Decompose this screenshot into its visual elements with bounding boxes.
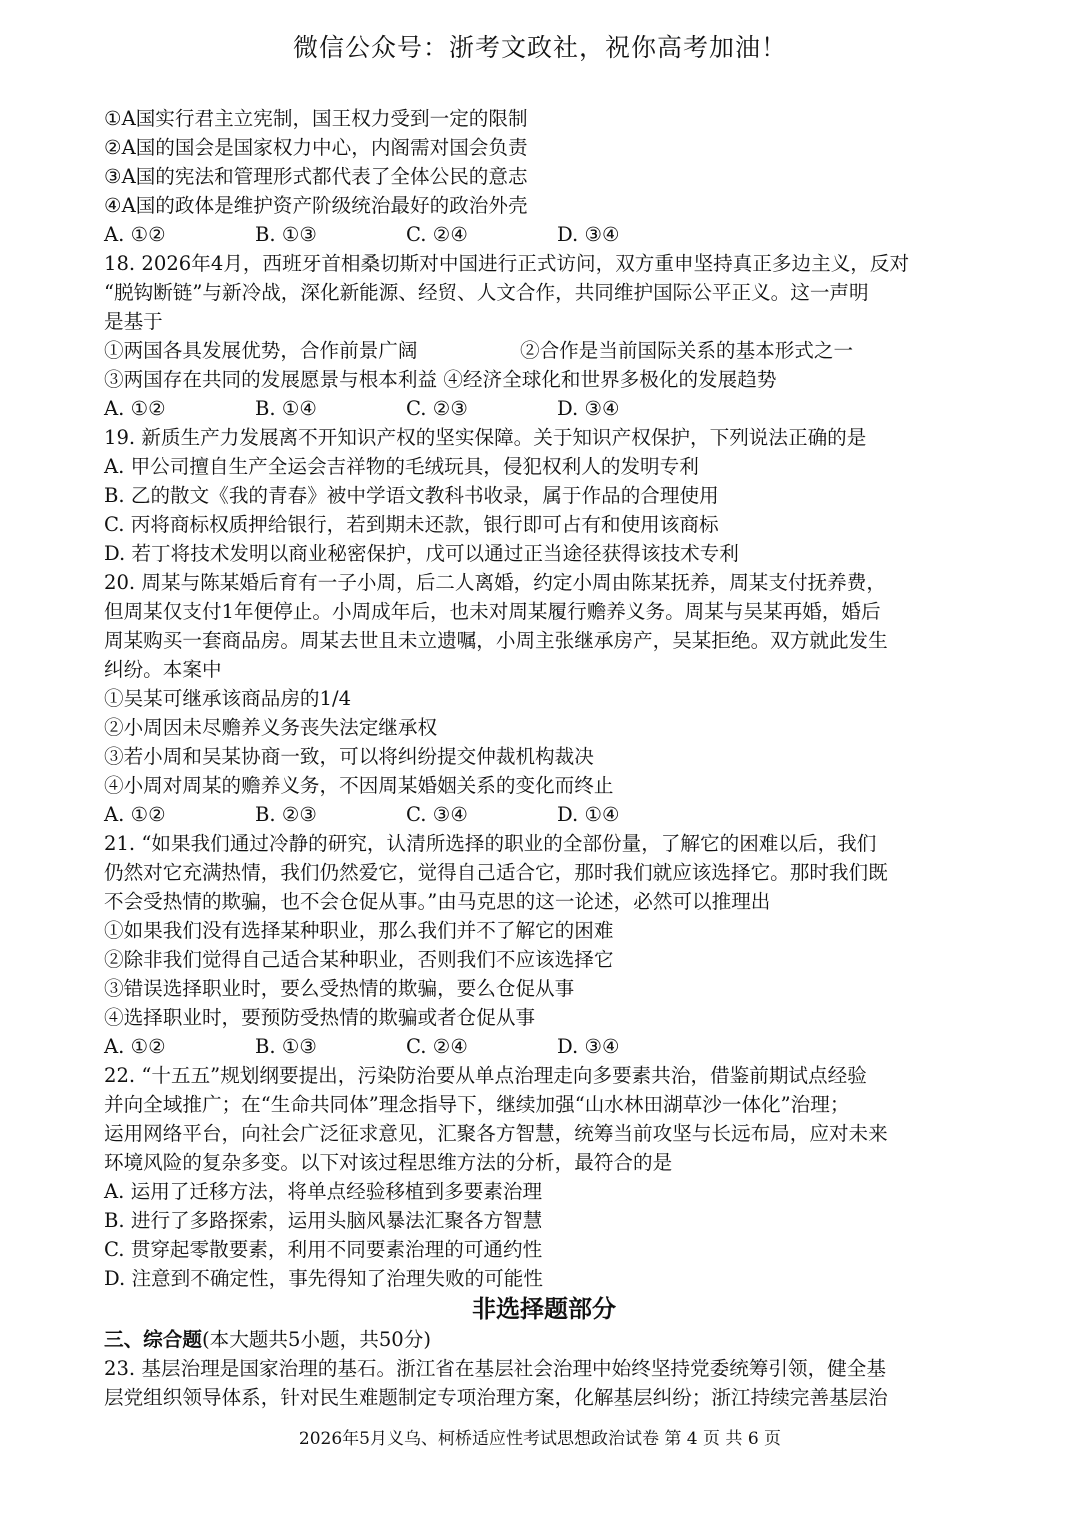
- q18-item-3: ③两国存在共同的发展愿景与根本利益: [104, 368, 438, 391]
- q21-stem-line-2: 仍然对它充满热情，我们仍然爱它，觉得自己适合它，那时我们就应该选择它。那时我们既: [104, 861, 888, 884]
- q19-choice-b: B. 乙的散文《我的青春》被中学语文教科书收录，属于作品的合理使用: [104, 484, 719, 507]
- q20-item-2: ②小周因未尽赡养义务丧失法定继承权: [104, 716, 438, 739]
- q20-stem-line-1: 20. 周某与陈某婚后育有一子小周，后二人离婚，约定小周由陈某抚养，周某支付抚养费，: [104, 571, 886, 594]
- q22-choice-a: A. 运用了迁移方法，将单点经验移植到多要素治理: [104, 1180, 543, 1203]
- q18-options: [104, 394, 984, 423]
- wechat-banner: 微信公众号：浙考文政社，祝你高考加油！: [292, 33, 787, 62]
- question-22: [104, 1061, 984, 1293]
- question-20: [104, 568, 984, 829]
- q18-option-d: D. ③④: [557, 397, 620, 420]
- q17-item-1: ①A国实行君主立宪制，国王权力受到一定的限制: [104, 107, 528, 130]
- page-content: [104, 104, 984, 1412]
- q18-item-4: ④经济全球化和世界多极化的发展趋势: [443, 368, 777, 391]
- section-title: 非选择题部分: [472, 1295, 616, 1323]
- q21-option-d: D. ③④: [557, 1035, 620, 1058]
- q19-choice-d: D. 若丁将技术发明以商业秘密保护，戊可以通过正当途径获得该技术专利: [104, 542, 739, 565]
- q17-item-2: ②A国的国会是国家权力中心，内阁需对国会负责: [104, 136, 528, 159]
- q18-stem-line-2: “脱钩断链”与新冷战，深化新能源、经贸、人文合作，共同维护国际公平正义。这一声明: [104, 281, 869, 304]
- q21-stem-line-1: 21. “如果我们通过冷静的研究，认清所选择的职业的全部份量，了解它的困难以后，我们: [104, 832, 877, 855]
- q20-option-d: D. ①④: [557, 803, 620, 826]
- q17-option-d: D. ③④: [557, 223, 620, 246]
- q22-stem-line-2: 并向全域推广；在“生命共同体”理念指导下，继续加强“山水林田湖草沙一体化”治理；: [104, 1093, 850, 1116]
- question-21: [104, 829, 984, 1061]
- q22-stem-line-4: 环境风险的复杂多变。以下对该过程思维方法的分析，最符合的是: [104, 1151, 673, 1174]
- section-subtitle-rest: (本大题共5小题，共50分): [201, 1328, 431, 1351]
- q21-options: [104, 1032, 984, 1061]
- q18-option-c: C. ②③: [406, 397, 468, 420]
- q17-item-3: ③A国的宪法和管理形式都代表了全体公民的意志: [104, 165, 528, 188]
- q18-items-row-1: [104, 336, 984, 365]
- q21-item-1: ①如果我们没有选择某种职业，那么我们并不了解它的困难: [104, 919, 614, 942]
- q18-item-2: ②合作是当前国际关系的基本形式之一: [520, 339, 854, 362]
- q22-choice-b: B. 进行了多路探索，运用头脑风暴法汇聚各方智慧: [104, 1209, 543, 1232]
- section-subtitle-bold: 三、综合题: [104, 1328, 202, 1351]
- q20-item-4: ④小周对周某的赡养义务，不因周某婚姻关系的变化而终止: [104, 774, 614, 797]
- q22-choice-c: C. 贯穿起零散要素，利用不同要素治理的可通约性: [104, 1238, 543, 1261]
- q19-stem: 19. 新质生产力发展离不开知识产权的坚实保障。关于知识产权保护，下列说法正确的是: [104, 426, 867, 449]
- question-19: [104, 423, 984, 568]
- q17-item-4: ④A国的政体是维护资产阶级统治最好的政治外壳: [104, 194, 528, 217]
- q22-stem-line-1: 22. “十五五”规划纲要提出，污染防治要从单点治理走向多要素共治，借鉴前期试点经验: [104, 1064, 867, 1087]
- section-subtitle: [104, 1325, 984, 1354]
- question-17: [104, 104, 984, 249]
- q18-items-row-2: [104, 365, 984, 394]
- q17-option-b: B. ①③: [255, 223, 317, 246]
- q22-stem-line-3: 运用网络平台，向社会广泛征求意见，汇聚各方智慧，统筹当前攻坚与长远布局，应对未来: [104, 1122, 888, 1145]
- q18-option-b: B. ①④: [255, 397, 317, 420]
- question-18: [104, 249, 984, 423]
- q20-stem-line-2: 但周某仅支付1年便停止。小周成年后，也未对周某履行赡养义务。周某与吴某再婚，婚后: [104, 600, 881, 623]
- q23-stem-line-1: 23. 基层治理是国家治理的基石。浙江省在基层社会治理中始终坚持党委统筹引领，健全基: [104, 1357, 886, 1380]
- q18-option-a: A. ①②: [104, 397, 166, 420]
- q23-stem-line-2: 层党组织领导体系，针对民生难题制定专项治理方案，化解基层纠纷；浙江持续完善基层治: [104, 1386, 888, 1409]
- q17-option-c: C. ②④: [406, 223, 468, 246]
- q21-item-2: ②除非我们觉得自己适合某种职业，否则我们不应该选择它: [104, 948, 614, 971]
- q20-stem-line-3: 周某购买一套商品房。周某去世且未立遗嘱，小周主张继承房产，吴某拒绝。双方就此发生: [104, 629, 888, 652]
- q21-item-3: ③错误选择职业时，要么受热情的欺骗，要么仓促从事: [104, 977, 575, 1000]
- q21-option-b: B. ①③: [255, 1035, 317, 1058]
- q22-choice-d: D. 注意到不确定性，事先得知了治理失败的可能性: [104, 1267, 543, 1290]
- q18-stem-line-1: 18. 2026年4月，西班牙首相桑切斯对中国进行正式访问，双方重申坚持真正多边主义，反对: [104, 252, 910, 275]
- q20-option-c: C. ③④: [406, 803, 468, 826]
- q21-option-a: A. ①②: [104, 1035, 166, 1058]
- q20-option-a: A. ①②: [104, 803, 166, 826]
- question-23: [104, 1354, 984, 1412]
- q20-item-3: ③若小周和吴某协商一致，可以将纠纷提交仲裁机构裁决: [104, 745, 594, 768]
- q17-options: [104, 220, 984, 249]
- q21-stem-line-3: 不会受热情的欺骗，也不会仓促从事。”由马克思的这一论述，必然可以推理出: [104, 890, 771, 913]
- q17-option-a: A. ①②: [104, 223, 166, 246]
- q19-choice-a: A. 甲公司擅自生产全运会吉祥物的毛绒玩具，侵犯权利人的发明专利: [104, 455, 699, 478]
- q19-choice-c: C. 丙将商标权质押给银行，若到期未还款，银行即可占有和使用该商标: [104, 513, 719, 536]
- q20-option-b: B. ②③: [255, 803, 317, 826]
- page-footer: 2026年5月义乌、柯桥适应性考试思想政治试卷 第 4 页 共 6 页: [298, 1429, 782, 1449]
- q18-stem-line-3: 是基于: [104, 310, 163, 333]
- q18-item-1: ①两国各具发展优势，合作前景广阔: [104, 339, 418, 362]
- q21-item-4: ④选择职业时，要预防受热情的欺骗或者仓促从事: [104, 1006, 536, 1029]
- q20-stem-line-4: 纠纷。本案中: [104, 658, 222, 681]
- q21-option-c: C. ②④: [406, 1035, 468, 1058]
- q20-item-1: ①吴某可继承该商品房的1/4: [104, 687, 352, 710]
- q20-options: [104, 800, 984, 829]
